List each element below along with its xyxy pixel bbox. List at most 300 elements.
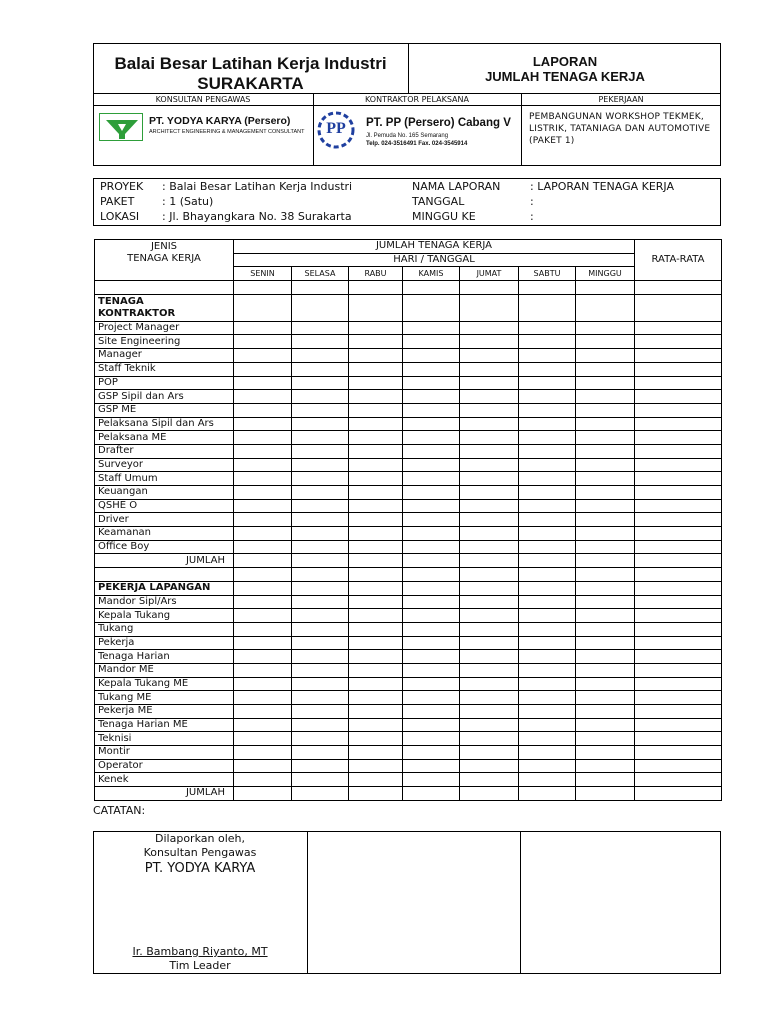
average-cell[interactable] (635, 595, 722, 609)
day-cell[interactable] (234, 403, 292, 417)
average-cell[interactable] (635, 732, 722, 746)
day-cell[interactable] (234, 499, 292, 513)
day-cell[interactable] (234, 595, 292, 609)
day-cell[interactable] (292, 362, 349, 376)
day-cell[interactable] (576, 705, 635, 719)
day-cell[interactable] (576, 403, 635, 417)
day-cell[interactable] (292, 499, 349, 513)
day-cell[interactable] (519, 581, 576, 595)
day-cell[interactable] (460, 335, 519, 349)
day-cell[interactable] (292, 444, 349, 458)
day-cell[interactable] (576, 527, 635, 541)
day-cell[interactable] (349, 622, 403, 636)
day-cell[interactable] (234, 513, 292, 527)
day-cell[interactable] (234, 622, 292, 636)
average-cell[interactable] (635, 431, 722, 445)
day-cell[interactable] (519, 499, 576, 513)
average-cell[interactable] (635, 376, 722, 390)
day-cell[interactable] (403, 595, 460, 609)
day-cell[interactable] (460, 622, 519, 636)
day-cell[interactable] (460, 650, 519, 664)
day-cell[interactable] (292, 458, 349, 472)
day-cell[interactable] (519, 294, 576, 321)
average-cell[interactable] (635, 677, 722, 691)
day-cell[interactable] (576, 349, 635, 363)
day-cell[interactable] (576, 472, 635, 486)
day-cell[interactable] (349, 691, 403, 705)
day-cell[interactable] (292, 294, 349, 321)
day-cell[interactable] (576, 321, 635, 335)
day-cell[interactable] (576, 650, 635, 664)
kontraktor-address: Jl. Pemuda No. 165 Semarang (366, 133, 449, 139)
day-cell[interactable] (519, 376, 576, 390)
average-cell[interactable] (635, 486, 722, 500)
day-cell[interactable] (576, 540, 635, 554)
day-cell[interactable] (519, 431, 576, 445)
day-cell[interactable] (349, 376, 403, 390)
day-cell[interactable] (576, 677, 635, 691)
day-cell[interactable] (519, 705, 576, 719)
day-cell[interactable] (576, 691, 635, 705)
day-cell[interactable] (234, 787, 292, 801)
day-cell[interactable] (576, 417, 635, 431)
day-cell[interactable] (460, 554, 519, 568)
day-cell[interactable] (460, 499, 519, 513)
day-cell[interactable] (403, 294, 460, 321)
day-cell[interactable] (349, 499, 403, 513)
day-cell[interactable] (292, 431, 349, 445)
average-cell[interactable] (635, 321, 722, 335)
day-cell[interactable] (403, 691, 460, 705)
day-cell[interactable] (460, 568, 519, 582)
day-cell[interactable] (460, 540, 519, 554)
average-cell[interactable] (635, 527, 722, 541)
average-cell[interactable] (635, 622, 722, 636)
day-cell[interactable] (576, 486, 635, 500)
day-cell[interactable] (403, 349, 460, 363)
day-cell[interactable] (519, 417, 576, 431)
day-cell[interactable] (234, 718, 292, 732)
day-cell[interactable] (460, 417, 519, 431)
day-cell[interactable] (234, 732, 292, 746)
average-cell[interactable] (635, 568, 722, 582)
day-cell[interactable] (292, 650, 349, 664)
day-cell[interactable] (519, 718, 576, 732)
day-cell[interactable] (519, 403, 576, 417)
day-cell[interactable] (292, 663, 349, 677)
day-cell[interactable] (519, 527, 576, 541)
day-cell[interactable] (292, 636, 349, 650)
day-cell[interactable] (460, 444, 519, 458)
day-cell[interactable] (460, 773, 519, 787)
day-cell[interactable] (349, 540, 403, 554)
day-cell[interactable] (576, 595, 635, 609)
day-cell[interactable] (576, 787, 635, 801)
day-cell[interactable] (349, 705, 403, 719)
day-cell[interactable] (292, 568, 349, 582)
average-cell[interactable] (635, 663, 722, 677)
day-cell[interactable] (403, 759, 460, 773)
day-cell[interactable] (519, 787, 576, 801)
day-cell[interactable] (292, 321, 349, 335)
day-cell[interactable] (576, 390, 635, 404)
day-cell[interactable] (576, 609, 635, 623)
day-cell[interactable] (519, 444, 576, 458)
day-cell[interactable] (234, 335, 292, 349)
day-cell[interactable] (349, 650, 403, 664)
day-cell[interactable] (460, 691, 519, 705)
day-cell[interactable] (460, 431, 519, 445)
day-cell[interactable] (292, 609, 349, 623)
day-cell[interactable] (234, 486, 292, 500)
day-cell[interactable] (349, 718, 403, 732)
day-cell[interactable] (403, 513, 460, 527)
day-cell[interactable] (292, 403, 349, 417)
day-cell[interactable] (234, 746, 292, 760)
average-cell[interactable] (635, 705, 722, 719)
day-cell[interactable] (234, 321, 292, 335)
day-cell[interactable] (403, 636, 460, 650)
day-cell[interactable] (576, 732, 635, 746)
day-cell[interactable] (234, 431, 292, 445)
day-cell[interactable] (349, 554, 403, 568)
day-cell[interactable] (403, 581, 460, 595)
day-cell[interactable] (576, 718, 635, 732)
day-cell[interactable] (349, 581, 403, 595)
day-cell[interactable] (292, 718, 349, 732)
day-cell[interactable] (292, 773, 349, 787)
day-cell[interactable] (519, 650, 576, 664)
day-cell[interactable] (292, 417, 349, 431)
day-cell[interactable] (403, 650, 460, 664)
average-cell[interactable] (635, 362, 722, 376)
day-cell[interactable] (234, 527, 292, 541)
average-cell[interactable] (635, 444, 722, 458)
day-cell[interactable] (403, 390, 460, 404)
day-cell[interactable] (234, 281, 292, 295)
day-cell[interactable] (292, 486, 349, 500)
day-cell[interactable] (292, 472, 349, 486)
day-cell[interactable] (292, 281, 349, 295)
day-cell[interactable] (460, 595, 519, 609)
day-cell[interactable] (576, 362, 635, 376)
day-cell[interactable] (403, 472, 460, 486)
day-cell[interactable] (349, 431, 403, 445)
day-cell[interactable] (460, 527, 519, 541)
average-cell[interactable] (635, 787, 722, 801)
day-cell[interactable] (292, 691, 349, 705)
day-cell[interactable] (292, 705, 349, 719)
average-cell[interactable] (635, 335, 722, 349)
day-cell[interactable] (403, 444, 460, 458)
day-cell[interactable] (460, 759, 519, 773)
day-cell[interactable] (460, 349, 519, 363)
day-cell[interactable] (403, 787, 460, 801)
day-cell[interactable] (460, 677, 519, 691)
day-cell[interactable] (292, 349, 349, 363)
average-cell[interactable] (635, 390, 722, 404)
average-cell[interactable] (635, 554, 722, 568)
pp-logo (316, 110, 356, 150)
day-cell[interactable] (576, 663, 635, 677)
day-cell[interactable] (576, 759, 635, 773)
day-cell[interactable] (403, 431, 460, 445)
day-cell[interactable] (349, 595, 403, 609)
day-cell[interactable] (234, 376, 292, 390)
day-cell[interactable] (403, 527, 460, 541)
average-cell[interactable] (635, 773, 722, 787)
day-cell[interactable] (460, 376, 519, 390)
day-cell[interactable] (349, 787, 403, 801)
day-cell[interactable] (460, 472, 519, 486)
average-cell[interactable] (635, 540, 722, 554)
day-cell[interactable] (519, 554, 576, 568)
day-cell[interactable] (292, 390, 349, 404)
day-cell[interactable] (403, 335, 460, 349)
day-cell[interactable] (292, 622, 349, 636)
day-cell[interactable] (234, 540, 292, 554)
day-cell[interactable] (403, 417, 460, 431)
day-cell[interactable] (519, 609, 576, 623)
day-cell[interactable] (403, 554, 460, 568)
day-cell[interactable] (519, 732, 576, 746)
day-cell[interactable] (519, 691, 576, 705)
day-cell[interactable] (460, 362, 519, 376)
day-cell[interactable] (349, 773, 403, 787)
day-cell[interactable] (519, 513, 576, 527)
day-cell[interactable] (292, 376, 349, 390)
day-cell[interactable] (519, 636, 576, 650)
day-cell[interactable] (349, 746, 403, 760)
day-cell[interactable] (349, 486, 403, 500)
day-cell[interactable] (460, 403, 519, 417)
day-cell[interactable] (349, 677, 403, 691)
day-cell[interactable] (234, 636, 292, 650)
day-cell[interactable] (576, 773, 635, 787)
day-cell[interactable] (576, 554, 635, 568)
day-cell[interactable] (349, 444, 403, 458)
day-cell[interactable] (576, 376, 635, 390)
day-cell[interactable] (519, 281, 576, 295)
day-cell[interactable] (576, 281, 635, 295)
day-cell[interactable] (234, 458, 292, 472)
day-cell[interactable] (460, 663, 519, 677)
day-cell[interactable] (292, 540, 349, 554)
day-cell[interactable] (349, 335, 403, 349)
average-cell[interactable] (635, 636, 722, 650)
day-cell[interactable] (234, 691, 292, 705)
average-cell[interactable] (635, 417, 722, 431)
day-cell[interactable] (234, 568, 292, 582)
day-cell[interactable] (403, 677, 460, 691)
day-cell[interactable] (403, 499, 460, 513)
proyek-label: PROYEK (100, 180, 144, 193)
day-cell[interactable] (349, 609, 403, 623)
day-cell[interactable] (576, 335, 635, 349)
day-cell[interactable] (349, 732, 403, 746)
average-cell[interactable] (635, 499, 722, 513)
day-cell[interactable] (349, 417, 403, 431)
day-cell[interactable] (403, 718, 460, 732)
day-cell[interactable] (292, 513, 349, 527)
day-cell[interactable] (519, 390, 576, 404)
day-cell[interactable] (292, 732, 349, 746)
day-cell[interactable] (234, 581, 292, 595)
day-cell[interactable] (349, 403, 403, 417)
day-cell[interactable] (292, 581, 349, 595)
day-cell[interactable] (576, 636, 635, 650)
day-cell[interactable] (576, 568, 635, 582)
day-cell[interactable] (519, 568, 576, 582)
day-cell[interactable] (460, 390, 519, 404)
day-cell[interactable] (349, 513, 403, 527)
day-cell[interactable] (460, 609, 519, 623)
day-cell[interactable] (403, 663, 460, 677)
day-cell[interactable] (460, 787, 519, 801)
day-cell[interactable] (234, 294, 292, 321)
day-cell[interactable] (519, 472, 576, 486)
day-cell[interactable] (519, 595, 576, 609)
day-cell[interactable] (403, 321, 460, 335)
average-cell[interactable] (635, 403, 722, 417)
day-cell[interactable] (460, 321, 519, 335)
day-cell[interactable] (519, 362, 576, 376)
day-cell[interactable] (234, 677, 292, 691)
day-cell[interactable] (460, 718, 519, 732)
day-cell[interactable] (460, 581, 519, 595)
day-cell[interactable] (403, 705, 460, 719)
day-cell[interactable] (234, 663, 292, 677)
average-cell[interactable] (635, 349, 722, 363)
day-cell[interactable] (234, 705, 292, 719)
day-cell[interactable] (460, 458, 519, 472)
day-cell[interactable] (234, 349, 292, 363)
day-cell[interactable] (349, 362, 403, 376)
reporter-company: PT. YODYA KARYA (144, 861, 256, 876)
day-cell[interactable] (519, 335, 576, 349)
day-cell[interactable] (349, 759, 403, 773)
day-cell[interactable] (576, 581, 635, 595)
day-cell[interactable] (292, 595, 349, 609)
day-cell[interactable] (576, 458, 635, 472)
day-cell[interactable] (403, 281, 460, 295)
day-cell[interactable] (403, 486, 460, 500)
day-cell[interactable] (349, 458, 403, 472)
day-cell[interactable] (234, 773, 292, 787)
average-cell[interactable] (635, 650, 722, 664)
day-cell[interactable] (403, 540, 460, 554)
average-cell[interactable] (635, 513, 722, 527)
day-cell[interactable] (576, 513, 635, 527)
day-cell[interactable] (292, 759, 349, 773)
day-cell[interactable] (403, 458, 460, 472)
average-cell[interactable] (635, 609, 722, 623)
day-cell[interactable] (292, 677, 349, 691)
day-cell[interactable] (519, 540, 576, 554)
average-cell[interactable] (635, 458, 722, 472)
day-cell[interactable] (349, 636, 403, 650)
day-cell[interactable] (234, 554, 292, 568)
day-cell[interactable] (234, 390, 292, 404)
day-cell[interactable] (234, 650, 292, 664)
day-cell[interactable] (460, 513, 519, 527)
day-cell[interactable] (292, 554, 349, 568)
day-cell[interactable] (519, 746, 576, 760)
day-cell[interactable] (403, 376, 460, 390)
day-cell[interactable] (519, 677, 576, 691)
average-cell[interactable] (635, 294, 722, 321)
day-cell[interactable] (519, 486, 576, 500)
day-cell[interactable] (403, 403, 460, 417)
day-cell[interactable] (403, 746, 460, 760)
day-cell[interactable] (234, 444, 292, 458)
day-cell[interactable] (576, 444, 635, 458)
average-cell[interactable] (635, 472, 722, 486)
day-cell[interactable] (519, 622, 576, 636)
day-cell[interactable] (403, 732, 460, 746)
day-cell[interactable] (519, 663, 576, 677)
day-cell[interactable] (460, 636, 519, 650)
day-cell[interactable] (349, 390, 403, 404)
day-cell[interactable] (460, 486, 519, 500)
day-cell[interactable] (349, 472, 403, 486)
day-cell[interactable] (349, 281, 403, 295)
day-cell[interactable] (403, 568, 460, 582)
day-cell[interactable] (349, 349, 403, 363)
day-cell[interactable] (349, 294, 403, 321)
day-cell[interactable] (576, 622, 635, 636)
day-cell[interactable] (519, 773, 576, 787)
average-cell[interactable] (635, 718, 722, 732)
average-cell[interactable] (635, 281, 722, 295)
day-cell[interactable] (292, 787, 349, 801)
average-cell[interactable] (635, 581, 722, 595)
day-cell[interactable] (460, 732, 519, 746)
day-cell[interactable] (234, 759, 292, 773)
day-cell[interactable] (234, 417, 292, 431)
day-cell[interactable] (576, 746, 635, 760)
day-cell[interactable] (519, 349, 576, 363)
day-cell[interactable] (292, 335, 349, 349)
day-cell[interactable] (576, 499, 635, 513)
day-cell[interactable] (349, 321, 403, 335)
day-cell[interactable] (460, 746, 519, 760)
day-cell[interactable] (403, 609, 460, 623)
day-cell[interactable] (519, 759, 576, 773)
day-cell[interactable] (349, 527, 403, 541)
day-cell[interactable] (234, 472, 292, 486)
day-cell[interactable] (460, 281, 519, 295)
day-cell[interactable] (234, 362, 292, 376)
day-cell[interactable] (349, 568, 403, 582)
day-cell[interactable] (519, 321, 576, 335)
day-cell[interactable] (403, 773, 460, 787)
day-cell[interactable] (292, 527, 349, 541)
day-cell[interactable] (234, 609, 292, 623)
day-cell[interactable] (576, 294, 635, 321)
average-cell[interactable] (635, 759, 722, 773)
day-cell[interactable] (460, 294, 519, 321)
average-cell[interactable] (635, 691, 722, 705)
day-cell[interactable] (576, 431, 635, 445)
average-cell[interactable] (635, 746, 722, 760)
day-cell[interactable] (403, 362, 460, 376)
day-cell[interactable] (292, 746, 349, 760)
day-cell[interactable] (403, 622, 460, 636)
day-cell[interactable] (460, 705, 519, 719)
day-cell[interactable] (519, 458, 576, 472)
day-cell[interactable] (349, 663, 403, 677)
